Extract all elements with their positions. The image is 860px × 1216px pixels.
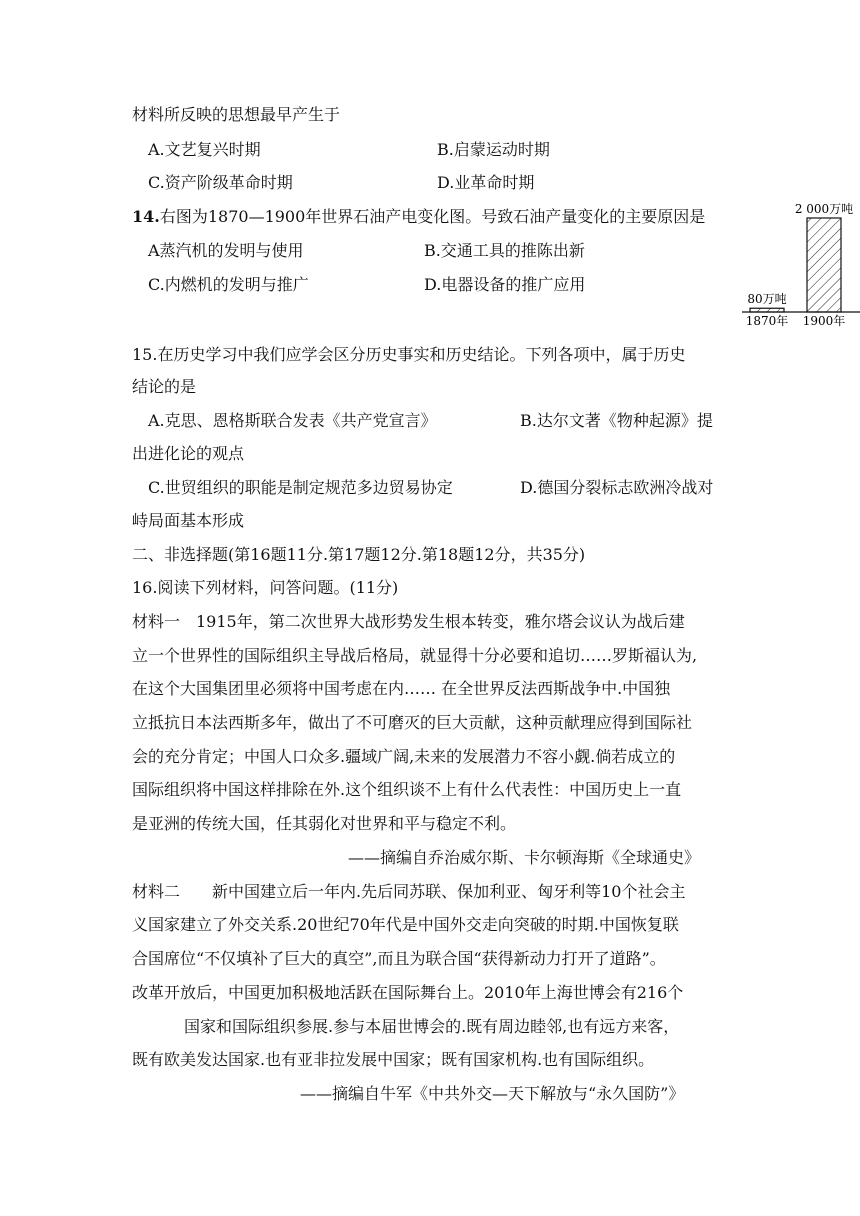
q15-option-b-cont: 出进化论的观点	[132, 444, 245, 463]
q16-material1-line: 立一个世界性的国际组织主导战后格局，就显得十分必要和追切……罗斯福认为,	[132, 646, 698, 665]
q16-material2-source: ——摘编自牛军《中共外交—天下解放与“永久国防”》	[300, 1084, 685, 1103]
q15-option-c: C.世贸组织的职能是制定规范多边贸易协定	[148, 478, 453, 497]
q14-option-b: B.交通工具的推陈出新	[424, 241, 585, 260]
bar-value-label: 2 000万吨	[794, 202, 854, 216]
q16-material2-line: 改革开放后，中国更加积极地活跃在国际舞台上。2010年上海世博会有216个	[132, 983, 684, 1002]
q13-stem: 材料所反映的思想最早产生于	[132, 105, 341, 124]
oil-production-chart	[742, 198, 860, 328]
category-label: 1900年	[802, 314, 846, 328]
q15-option-d: D.德国分裂标志欧洲冷战对	[520, 478, 714, 497]
section2-heading: 二、非选择题(第16题11分.第17题12分.第18题12分，共35分)	[132, 545, 586, 564]
q15-option-d-cont: 峙局面基本形成	[132, 511, 245, 530]
category-label: 1870年	[745, 314, 789, 328]
q16-material1-line: 是亚洲的传统大国，任其弱化对世界和平与稳定不利。	[132, 814, 517, 833]
q15-option-a: A.克思、恩格斯联合发表《共产党宣言》	[148, 411, 437, 430]
q14-option-d: D.电器设备的推广应用	[424, 275, 586, 294]
q16-material2-line: 义国家建立了外交关系.20世纪70年代是中国外交走向突破的时期.中国恢复联	[132, 915, 679, 934]
q15-stem-line1: 15.在历史学习中我们应学会区分历史事实和历史结论。下列各项中，属于历史	[132, 345, 686, 364]
q14-option-c: C.内燃机的发明与推广	[148, 275, 309, 294]
q16-material1-line: 在这个大国集团里必须将中国考虑在内…… 在全世界反法西斯战争中.中国独	[132, 679, 671, 698]
q16-material2-line: 既有欧美发达国家.也有亚非拉发展中国家；既有国家机构.也有国际组织。	[132, 1050, 655, 1069]
q14-option-a: A蒸汽机的发明与使用	[148, 241, 304, 260]
bar-value-label: 80万吨	[747, 292, 787, 307]
q16-material1-source: ——摘编自乔治威尔斯、卡尔顿海斯《全球通史》	[348, 848, 701, 867]
q16-material1-line: 国际组织将中国这样排除在外.这个组织谈不上有什么代表性：中国历史上一直	[132, 780, 682, 799]
q14-question	[132, 206, 705, 228]
q16-material1-line: 立抵抗日本法西斯多年，做出了不可磨灭的巨大贡献，这种贡献理应得到国际社	[132, 713, 693, 732]
q16-material2-line: 国家和国际组织参展.参与本届世博会的.既有周边睦邻,也有远方来客，	[184, 1017, 680, 1036]
q13-option-d: D.业革命时期	[437, 173, 535, 192]
bar-1900年	[807, 218, 841, 312]
q16-stem: 16.阅读下列材料，问答问题。(11分)	[132, 578, 399, 597]
q15-stem-line2: 结论的是	[132, 377, 197, 396]
q16-material2-line: 材料二 新中国建立后一年内.先后同苏联、保加利亚、匈牙利等10个社会主	[132, 882, 686, 901]
q16-material1-line: 会的充分肯定；中国人口众多.疆域广阔,未来的发展潜力不容小觑.倘若成立的	[132, 747, 676, 766]
q13-option-a: A.文艺复兴时期	[148, 140, 261, 159]
q16-material2-line: 合国席位“不仅填补了巨大的真空”,而且为联合国“获得新动力打开了道路”。	[132, 949, 666, 968]
q14-number: 14.	[132, 207, 160, 226]
q13-option-c: C.资产阶级革命时期	[148, 173, 293, 192]
q16-material1-line: 材料一 1915年，第二次世界大战形势发生根本转变，雅尔塔会议认为战后建	[132, 612, 685, 631]
q13-option-b: B.启蒙运动时期	[437, 140, 550, 159]
q15-option-b: B.达尔文著《物种起源》提	[520, 411, 713, 430]
bar-1870年	[750, 308, 784, 312]
q14-stem: 右图为1870—1900年世界石油产电变化图。号致石油产量变化的主要原因是	[159, 207, 706, 226]
